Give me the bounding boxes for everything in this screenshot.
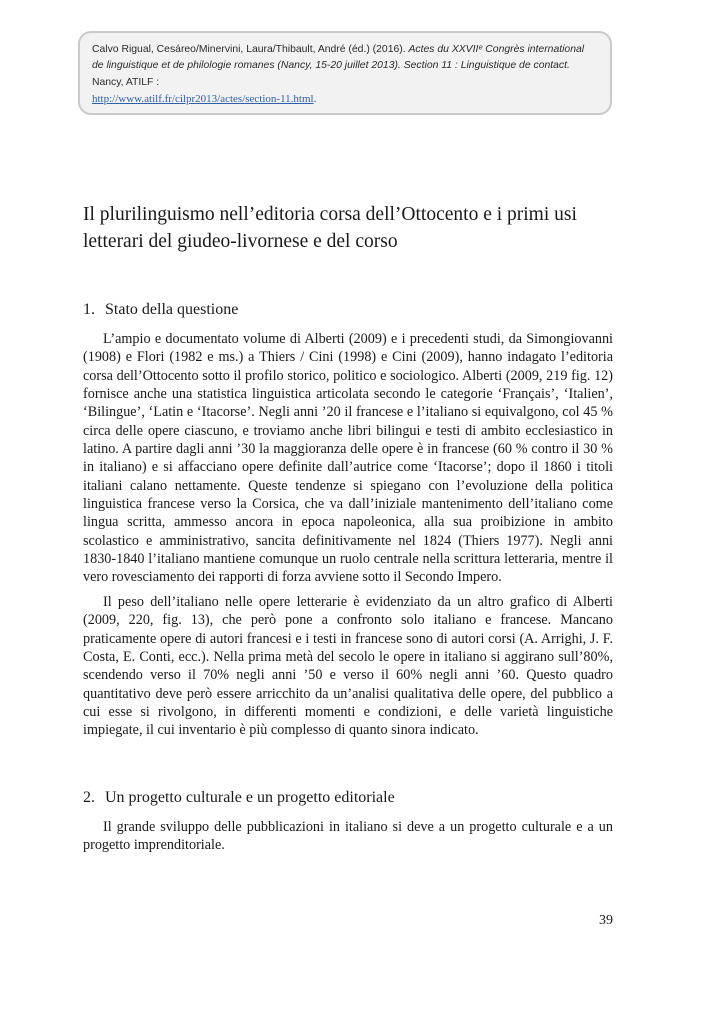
paragraph: Il peso dell’italiano nelle opere letterarie è evidenziato da un altro grafico di Alberti (2009, 220, fig. 13), che però pone a confronto solo italiano e francese. Mancano praticamente opere di autori francesi e i testi in francese sono di autori corsi (A. Arrighi, J. F. Costa, E. Conti, ecc.). Nella prima metà del secolo le opere in italiano si aggirano sull’80%, scendendo verso il 70% negli anni ’50 e verso il 60% negli anni ’60. Questo quadro quantitativo deve però essere arricchito da un’analisi qualitativa delle opere, del pubblico a cui esse si rivolgono, in differenti momenti e condizioni, e delle varietà linguistiche impiegate, il cui inventario è più complesso di quanto sinora indicato. bbox=[83, 593, 613, 739]
citation-link[interactable]: http://www.atilf.fr/cilpr2013/actes/section-11.html bbox=[92, 93, 314, 106]
citation-proceedings-title: Actes du XXVIIᵉ Congrès international de linguistique et de philologie romanes (Nancy, 15-20 juillet 2013). Section 11 : Linguistique de contact. bbox=[92, 44, 585, 72]
citation-publisher: Nancy, ATILF : bbox=[92, 76, 160, 88]
paragraph: L’ampio e documentato volume di Alberti (2009) e i precedenti studi, da Simongiovanni (1908) e Flori (1982 e ms.) a Thiers / Cini (1998) e Cini (2009), hanno indagato l’editoria corsa dell’Ottocento sotto il profilo storico, politico e sociologico. Alberti (2009, 219 fig. 12) fornisce anche una statistica linguistica articolata secondo le categorie ‘Français’, ‘Italien’, ‘Bilingue’, ‘Latin e ‘Itacorse’. Negli anni ’20 il francese e l’italiano si equivalgono, col 45 % circa delle opere ciascuno, e troviamo anche libri bilingui e testi di ambito ecclesiastico in latino. A partire dagli anni ’30 la maggioranza delle opere è in francese (60 % contro il 30 % in italiano) e si affacciano opere definite dall’autrice come ‘Itacorse’; dopo il 1860 i titoli italiani calano nettamente. Queste tendenze si spiegano con l’evoluzione della politica linguistica francese verso la Corsica, che va dall’iniziale mantenimento dell’italiano come lingua scritta, ammesso ancora in epoca napoleonica, alla sua proibizione in ambito scolastico e amministrativo, sancita definitivamente nel 1824 (Thiers 1977). Negli anni 1830-1840 l’italiano mantiene comunque un ruolo centrale nella scrittura letteraria, mentre il vero rovesciamento dei rapporti di forza avviene sotto il Secondo Impero. bbox=[83, 331, 613, 586]
paragraph: Il grande sviluppo delle pubblicazioni in italiano si deve a un progetto culturale e a un progetto imprenditoriale. bbox=[83, 819, 613, 854]
section-title: Un progetto culturale e un progetto editoriale bbox=[105, 789, 395, 806]
section-title: Stato della questione bbox=[105, 301, 239, 318]
citation-link-suffix: . bbox=[313, 94, 317, 106]
section-number: 2. bbox=[83, 789, 95, 806]
section-heading-2 bbox=[83, 788, 623, 808]
section-1-body bbox=[83, 330, 613, 740]
section-number: 1. bbox=[83, 301, 95, 318]
section-heading-1 bbox=[83, 300, 623, 320]
page-number: 39 bbox=[599, 913, 613, 928]
article-title: Il plurilinguismo nell’editoria corsa dell’Ottocento e i primi usi letterari del giudeo-livornese e del corso bbox=[83, 204, 577, 252]
citation-authors: Calvo Rigual, Cesáreo/Minervini, Laura/Thibault, André (éd.) (2016). bbox=[92, 44, 409, 55]
citation-box bbox=[78, 31, 612, 115]
section-2-body bbox=[83, 818, 613, 855]
